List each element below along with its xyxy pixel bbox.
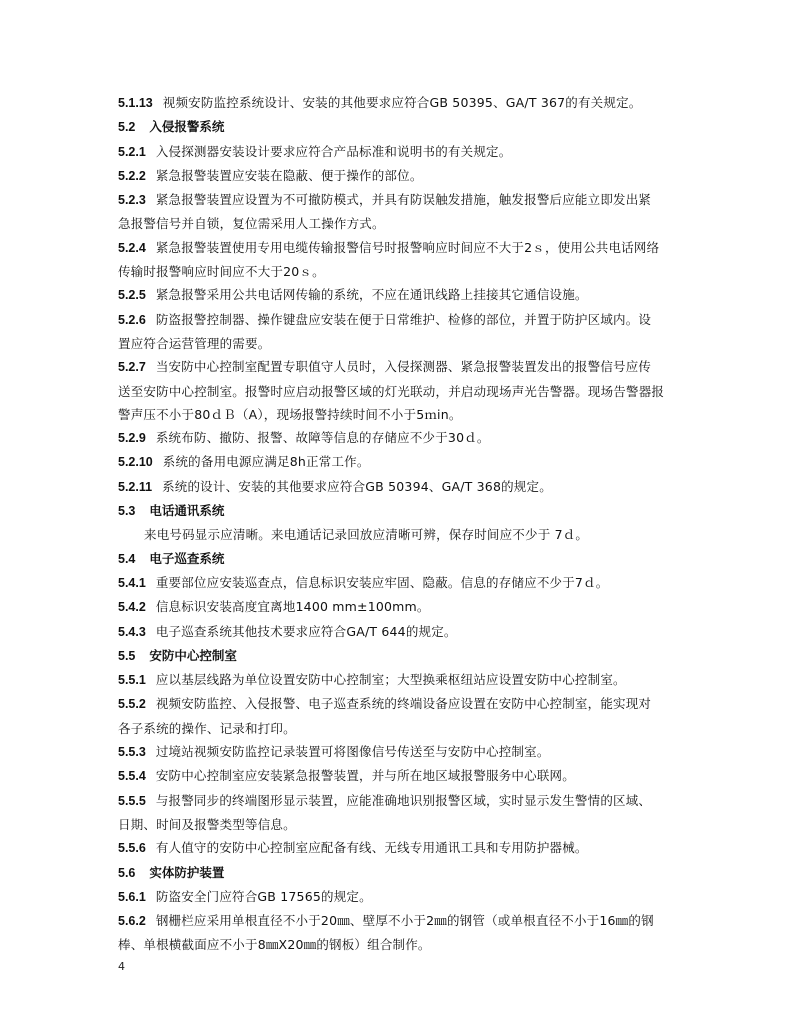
- clause-number: 5.2.9: [118, 431, 146, 446]
- line-text: 来电号码显示应清晰。来电通话记录回放应清晰可辨，保存时间应不少于 7ｄ。: [144, 527, 589, 543]
- section-heading: [118, 499, 685, 523]
- continuation-line: [118, 933, 685, 956]
- clause-line: [118, 595, 685, 619]
- clause-number: 5.5.1: [118, 673, 146, 688]
- clause-line: [118, 450, 685, 474]
- clause-text: 电子巡查系统其他技术要求应符合GA/T 644的规定。: [155, 623, 457, 639]
- clause-text: 过境站视频安防监控记录装置可将图像信号传送至与安防中心控制室。: [155, 744, 550, 760]
- clause-line: [118, 668, 685, 692]
- clause-text: 防盗安全门应符合GB 17565的规定。: [155, 888, 372, 904]
- continuation-line: [118, 813, 685, 836]
- clause-text: 入侵探测器安装设计要求应符合产品标准和说明书的有关规定。: [155, 143, 512, 159]
- clause-line: [118, 475, 685, 499]
- section-number: 5.5: [118, 648, 136, 663]
- clause-line: [118, 164, 685, 188]
- clause-text: 系统布防、撤防、报警、故障等信息的存储应不少于30ｄ。: [155, 430, 490, 446]
- line-text: 各子系统的操作、记录和打印。: [118, 720, 296, 736]
- line-text: 传输时报警响应时间应不大于20ｓ。: [118, 264, 325, 280]
- clause-text: 紧急报警采用公共电话网传输的系统，不应在通讯线路上挂接其它通信设施。: [155, 287, 588, 303]
- clause-line: [118, 764, 685, 788]
- clause-text: 紧急报警装置应安装在隐蔽、便于操作的部位。: [155, 167, 423, 183]
- continuation-line: [118, 332, 685, 355]
- clause-number: 5.4.1: [118, 575, 146, 590]
- clause-number: 5.2.5: [118, 288, 146, 303]
- clause-line: [118, 355, 685, 379]
- clause-number: 5.5.6: [118, 841, 146, 856]
- page-number: 4: [118, 960, 125, 973]
- clause-number: 5.2.4: [118, 240, 146, 255]
- clause-text: 信息标识安装高度宜离地1400 mm±100mm。: [155, 599, 430, 615]
- section-heading: [118, 861, 685, 885]
- continuation-line: [118, 260, 685, 283]
- clause-text: 系统的设计、安装的其他要求应符合GB 50394、GA/T 368的规定。: [162, 478, 552, 494]
- section-title: 实体防护装置: [149, 864, 225, 880]
- document-body: [118, 91, 685, 957]
- clause-number: 5.5.2: [118, 697, 146, 712]
- continuation-line: [118, 212, 685, 235]
- continuation-line: [118, 380, 685, 403]
- section-heading: [118, 115, 685, 139]
- line-text: 急报警信号并自锁，复位需采用人工操作方式。: [118, 216, 385, 232]
- clause-text: 系统的备用电源应满足8h正常工作。: [162, 454, 370, 470]
- clause-number: 5.5.4: [118, 769, 146, 784]
- clause-line: [118, 909, 685, 933]
- clause-number: 5.6.2: [118, 914, 146, 929]
- clause-text: 当安防中心控制室配置专职值守人员时，入侵探测器、紧急报警装置发出的报警信号应传: [155, 359, 652, 375]
- section-number: 5.2: [118, 120, 136, 135]
- section-title: 安防中心控制室: [149, 647, 237, 663]
- clause-line: [118, 140, 685, 164]
- clause-number: 5.2.3: [118, 193, 146, 208]
- clause-text: 紧急报警装置使用专用电缆传输报警信号时报警响应时间应不大于2ｓ，使用公共电话网络: [155, 239, 660, 255]
- clause-number: 5.5.3: [118, 745, 146, 760]
- clause-line: [118, 188, 685, 212]
- clause-line: [118, 789, 685, 813]
- section-number: 5.6: [118, 865, 136, 880]
- clause-text: 防盗报警控制器、操作键盘应安装在便于日常维护、检修的部位，并置于防护区域内。设: [155, 311, 652, 327]
- clause-line: [118, 426, 685, 450]
- clause-line: [118, 283, 685, 307]
- clause-number: 5.2.10: [118, 455, 153, 470]
- clause-number: 5.2.11: [118, 479, 153, 494]
- clause-number: 5.1.13: [118, 96, 153, 110]
- clause-text: 紧急报警装置应设置为不可撤防模式，并具有防误触发措施，触发报警后应能立即发出紧: [155, 192, 652, 208]
- clause-number: 5.5.5: [118, 793, 146, 808]
- line-text: 警声压不小于80ｄＢ（A），现场报警持续时间不小于5ｍin。: [118, 406, 462, 422]
- clause-text: 应以基层线路为单位设置安防中心控制室；大型换乘枢纽站应设置安防中心控制室。: [155, 672, 626, 688]
- clause-line: [118, 236, 685, 260]
- clause-number: 5.4.3: [118, 624, 146, 639]
- clause-number: 5.2.2: [118, 168, 146, 183]
- clause-line: [118, 836, 685, 860]
- clause-line: [118, 740, 685, 764]
- section-heading: [118, 547, 685, 571]
- line-text: 日期、时间及报警类型等信息。: [118, 816, 296, 832]
- section-title: 入侵报警系统: [149, 119, 225, 135]
- clause-text: 与报警同步的终端图形显示装置，应能准确地识别报警区域，实时显示发生警情的区域、: [155, 792, 652, 808]
- clause-number: 5.2.1: [118, 144, 146, 159]
- section-title: 电话通讯系统: [149, 503, 225, 519]
- line-text: 置应符合运营管理的需要。: [118, 335, 271, 351]
- section-heading: [118, 644, 685, 668]
- continuation-line: [118, 403, 685, 426]
- paragraph-line: [118, 523, 685, 546]
- continuation-line: [118, 717, 685, 740]
- clause-line: [118, 308, 685, 332]
- clause-line: [118, 571, 685, 595]
- clause-text: 视频安防监控系统设计、安装的其他要求应符合GB 50395、GA/T 367的有关规定。: [162, 95, 642, 110]
- clause-text: 视频安防监控、入侵报警、电子巡查系统的终端设备应设置在安防中心控制室，能实现对: [155, 696, 652, 712]
- clause-number: 5.2.7: [118, 360, 146, 375]
- clause-line: [118, 885, 685, 909]
- clause-number: 5.6.1: [118, 889, 146, 904]
- clause-text: 重要部位应安装巡查点，信息标识安装应牢固、隐蔽。信息的存储应不少于7ｄ。: [155, 574, 609, 590]
- clause-text: 钢栅栏应采用单根直径不小于20㎜、壁厚不小于2㎜的钢管（或单根直径不小于16㎜的钢: [155, 913, 654, 929]
- clause-line: [118, 692, 685, 716]
- clause-number: 5.4.2: [118, 600, 146, 615]
- line-text: 棒、单根横截面应不小于8㎜X20㎜的钢板）组合制作。: [118, 937, 431, 953]
- clause-number: 5.2.6: [118, 312, 146, 327]
- clause-line: [118, 91, 685, 115]
- section-number: 5.4: [118, 551, 136, 566]
- section-number: 5.3: [118, 504, 136, 519]
- clause-line: [118, 620, 685, 644]
- clause-text: 有人值守的安防中心控制室应配备有线、无线专用通讯工具和专用防护器械。: [155, 840, 588, 856]
- clause-text: 安防中心控制室应安装紧急报警装置，并与所在地区域报警服务中心联网。: [155, 768, 575, 784]
- section-title: 电子巡查系统: [149, 550, 225, 566]
- line-text: 送至安防中心控制室。报警时应启动报警区域的灯光联动，并启动现场声光告警器。现场告警器报: [118, 383, 665, 399]
